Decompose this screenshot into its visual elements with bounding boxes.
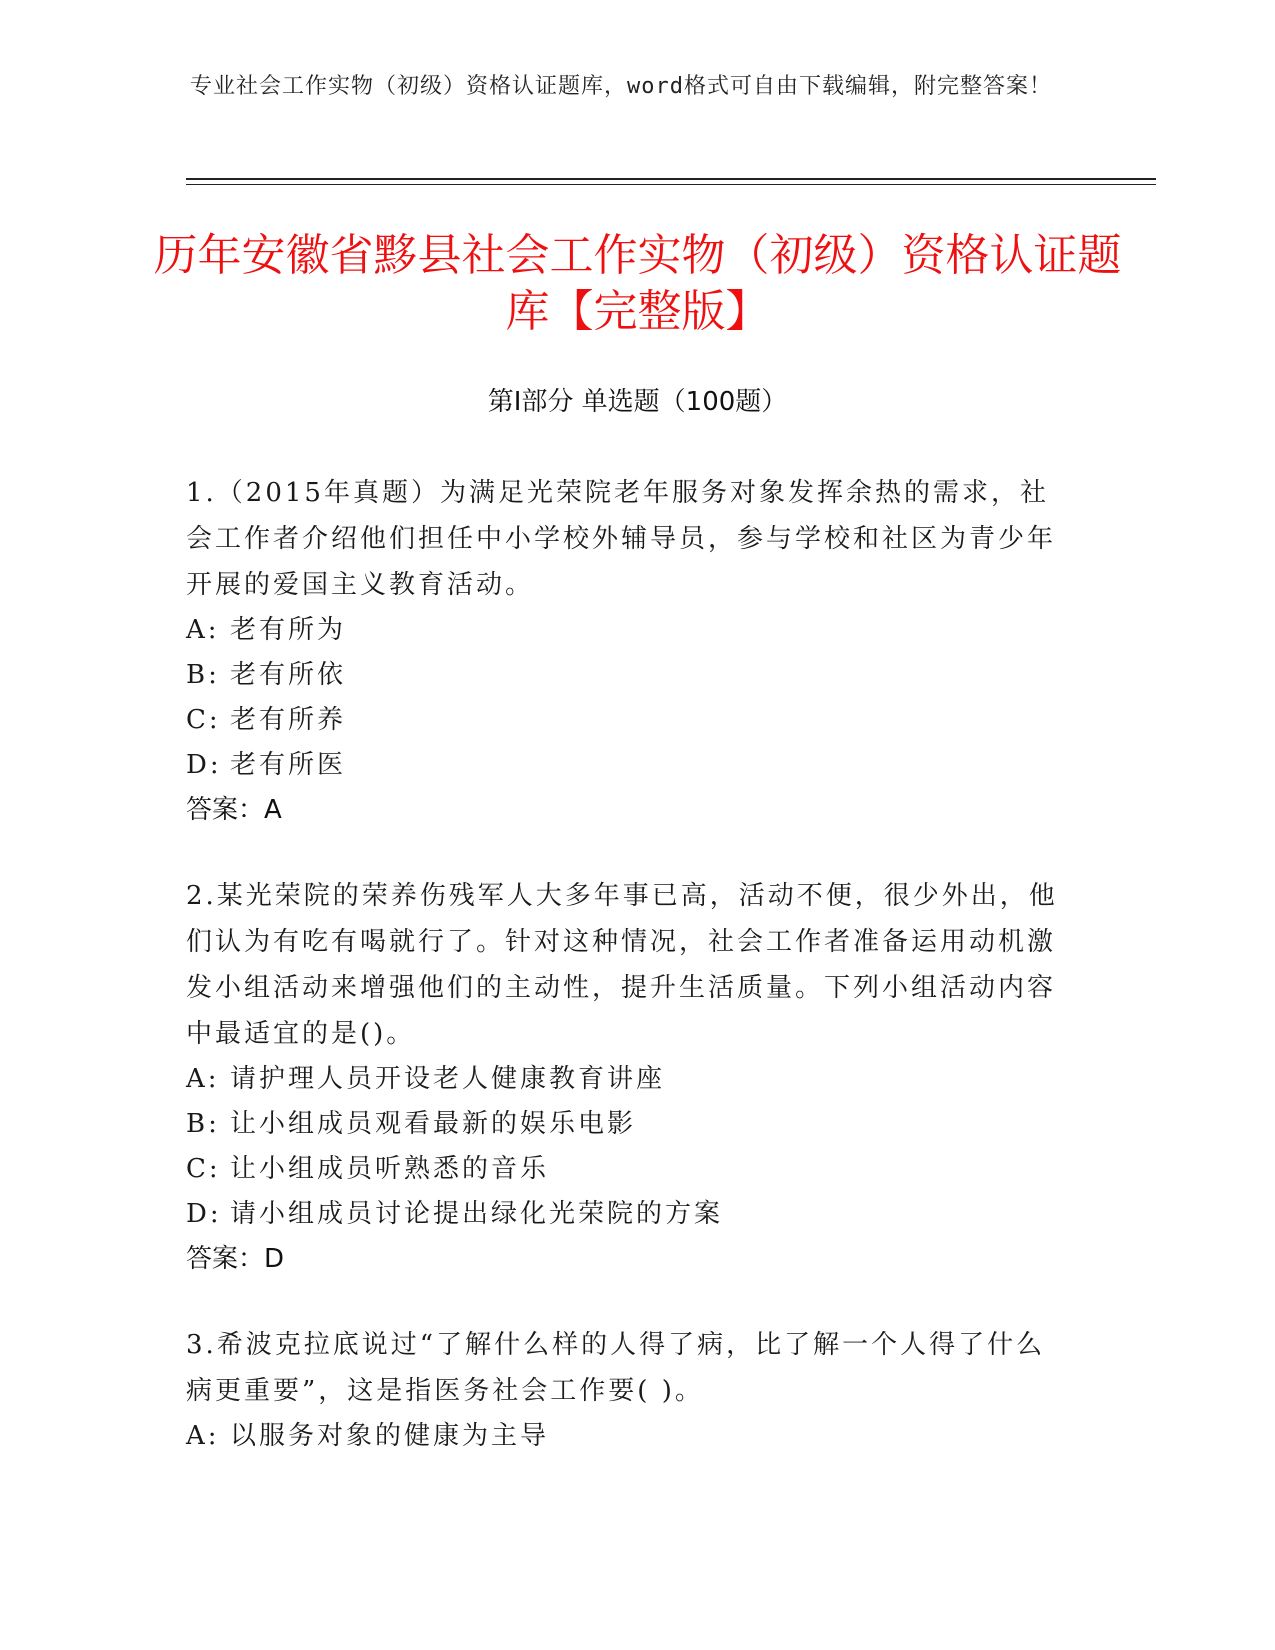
option-a xyxy=(186,608,1066,653)
option-label: C: xyxy=(186,705,221,735)
header-rule-thin xyxy=(186,184,1156,185)
option-c xyxy=(186,698,1066,743)
option-text: 老有所养 xyxy=(230,705,347,735)
option-label: D: xyxy=(186,750,222,780)
option-b xyxy=(186,653,1066,698)
option-label: B: xyxy=(186,660,220,690)
option-a xyxy=(186,1057,1066,1102)
option-d xyxy=(186,743,1066,788)
question-stem: 1.（2015年真题）为满足光荣院老年服务对象发挥余热的需求，社会工作者介绍他们担任中小学校外辅导员，参与学校和社区为青少年开展的爱国主义教育活动。 xyxy=(186,478,1057,600)
option-label: A: xyxy=(186,1421,220,1451)
question-stem: 3.希波克拉底说过“了解什么样的人得了病，比了解一个人得了什么病更重要”，这是指医务社会工作要( )。 xyxy=(186,1330,1046,1406)
header-note: 专业社会工作实物（初级）资格认证题库，word格式可自由下载编辑，附完整答案！ xyxy=(190,74,1052,99)
option-label: A: xyxy=(186,1064,220,1094)
option-label: A: xyxy=(186,615,220,645)
option-label: D: xyxy=(186,1199,222,1229)
option-label: B: xyxy=(186,1109,220,1139)
answer: 答案：D xyxy=(186,1244,285,1274)
option-text: 老有所医 xyxy=(230,750,347,780)
document-title: 历年安徽省黟县社会工作实物（初级）资格认证题库【完整版】 xyxy=(153,230,1122,337)
option-label: C: xyxy=(186,1154,221,1184)
option-text: 请小组成员讨论提出绿化光荣院的方案 xyxy=(230,1199,724,1229)
option-text: 让小组成员观看最新的娱乐电影 xyxy=(230,1109,637,1139)
option-text: 老有所依 xyxy=(230,660,347,690)
option-a xyxy=(186,1414,1066,1459)
question-stem: 2.某光荣院的荣养伤残军人大多年事已高，活动不便，很少外出，他们认为有吃有喝就行了。针对这种情况，社会工作者准备运用动机激发小组活动来增强他们的主动性，提升生活质量。下列小组活动内容中最适宜的是()。 xyxy=(186,881,1058,1049)
question-2 xyxy=(186,873,1066,1282)
header-rule xyxy=(186,178,1156,180)
question-3 xyxy=(186,1322,1066,1459)
question-1 xyxy=(186,470,1066,833)
option-text: 老有所为 xyxy=(230,615,347,645)
option-text: 请护理人员开设老人健康教育讲座 xyxy=(230,1064,666,1094)
answer: 答案：A xyxy=(186,795,282,825)
option-d xyxy=(186,1192,1066,1237)
option-text: 让小组成员听熟悉的音乐 xyxy=(230,1154,550,1184)
option-b xyxy=(186,1102,1066,1147)
option-c xyxy=(186,1147,1066,1192)
section-heading: 第Ⅰ部分 单选题（100题） xyxy=(487,387,788,417)
option-text: 以服务对象的健康为主导 xyxy=(230,1421,550,1451)
question-list xyxy=(186,470,1066,1499)
